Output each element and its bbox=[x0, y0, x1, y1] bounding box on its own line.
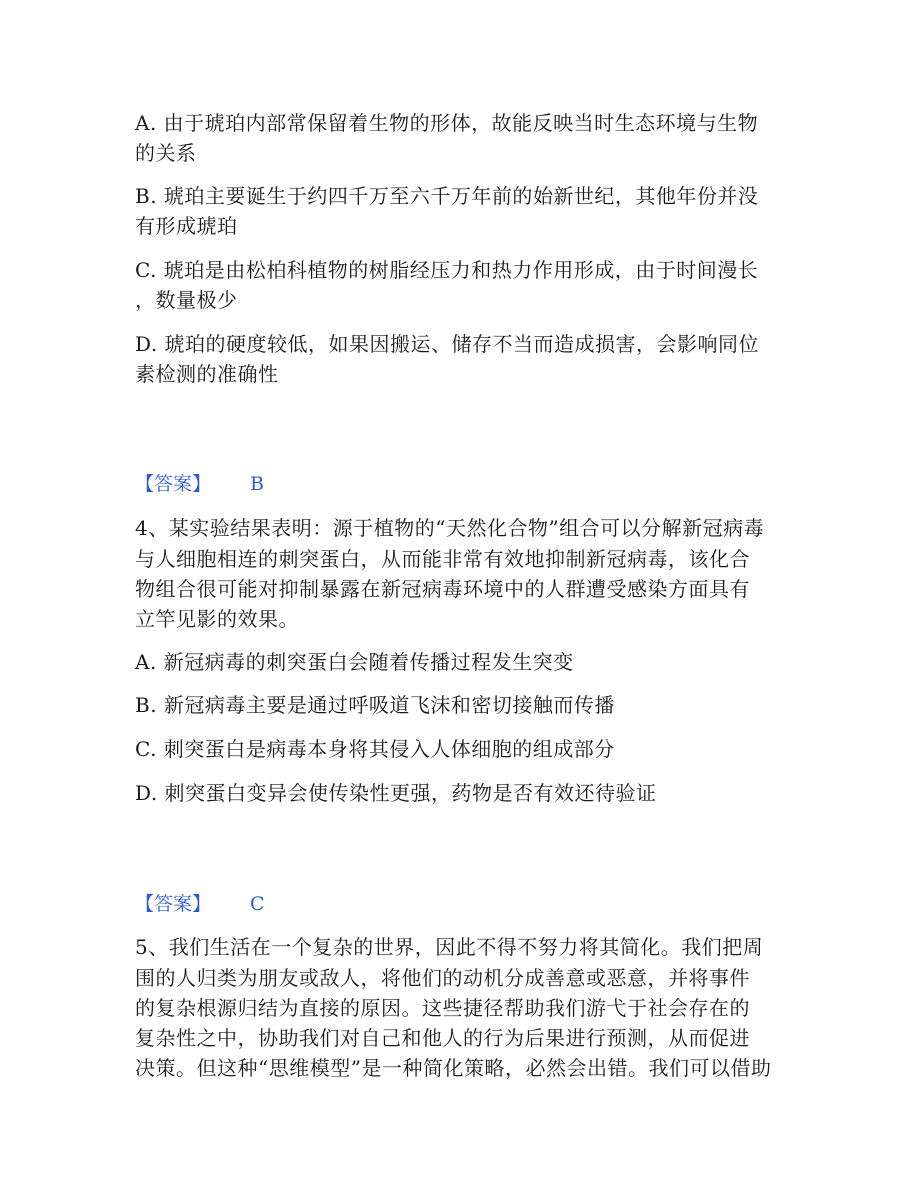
q5-stem-line5: 决策。但这种“思维模型”是一种简化策略，必然会出错。我们可以借助 bbox=[135, 1056, 772, 1080]
q3-option-c-line1: C. 琥珀是由松柏科植物的树脂经压力和热力作用形成，由于时间漫长 bbox=[135, 258, 759, 282]
q3-option-c-line2: ，数量极少 bbox=[135, 288, 238, 312]
q5-stem-line3: 的复杂根源归结为直接的原因。这些捷径帮助我们游弋于社会存在的 bbox=[135, 996, 750, 1020]
q4-option-b: B. 新冠病毒主要是通过呼吸道飞沫和密切接触而传播 bbox=[135, 693, 615, 717]
q4-option-a: A. 新冠病毒的刺突蛋白会随着传播过程发生突变 bbox=[135, 650, 574, 674]
q3-option-a-line1: A. 由于琥珀内部常保留着生物的形体，故能反映当时生态环境与生物 bbox=[135, 111, 759, 135]
q4-option-c: C. 刺突蛋白是病毒本身将其侵入人体细胞的组成部分 bbox=[135, 737, 615, 761]
q5-stem-line4: 复杂性之中，协助我们对自己和他人的行为后果进行预测，从而促进 bbox=[135, 1026, 750, 1050]
answer-value: C bbox=[250, 893, 265, 915]
q3-option-b-line2: 有形成琥珀 bbox=[135, 214, 238, 238]
q4-answer bbox=[135, 889, 265, 919]
q3-option-d-line2: 素检测的准确性 bbox=[135, 362, 279, 386]
q3-option-a-line2: 的关系 bbox=[135, 141, 197, 165]
answer-label: 【答案】 bbox=[135, 893, 212, 915]
q4-stem-line3: 物组合很可能对抑制暴露在新冠病毒环境中的人群遭受感染方面具有 bbox=[135, 577, 750, 601]
answer-label: 【答案】 bbox=[135, 473, 212, 495]
q4-stem-line1: 4、某实验结果表明：源于植物的“天然化合物”组合可以分解新冠病毒 bbox=[135, 516, 765, 540]
q3-answer bbox=[135, 469, 264, 499]
q5-stem-line2: 围的人归类为朋友或敌人，将他们的动机分成善意或恶意，并将事件 bbox=[135, 966, 750, 990]
q5-stem-line1: 5、我们生活在一个复杂的世界，因此不得不努力将其简化。我们把周 bbox=[135, 935, 764, 959]
q4-option-d: D. 刺突蛋白变异会使传染性更强，药物是否有效还待验证 bbox=[135, 781, 657, 805]
q4-stem-line2: 与人细胞相连的刺突蛋白，从而能非常有效地抑制新冠病毒，该化合 bbox=[135, 547, 750, 571]
q3-option-d-line1: D. 琥珀的硬度较低，如果因搬运、储存不当而造成损害，会影响同位 bbox=[135, 332, 760, 356]
answer-value: B bbox=[250, 473, 264, 495]
q3-option-b-line1: B. 琥珀主要诞生于约四千万至六千万年前的始新世纪，其他年份并没 bbox=[135, 184, 759, 208]
q4-stem-line4: 立竿见影的效果。 bbox=[135, 607, 299, 631]
